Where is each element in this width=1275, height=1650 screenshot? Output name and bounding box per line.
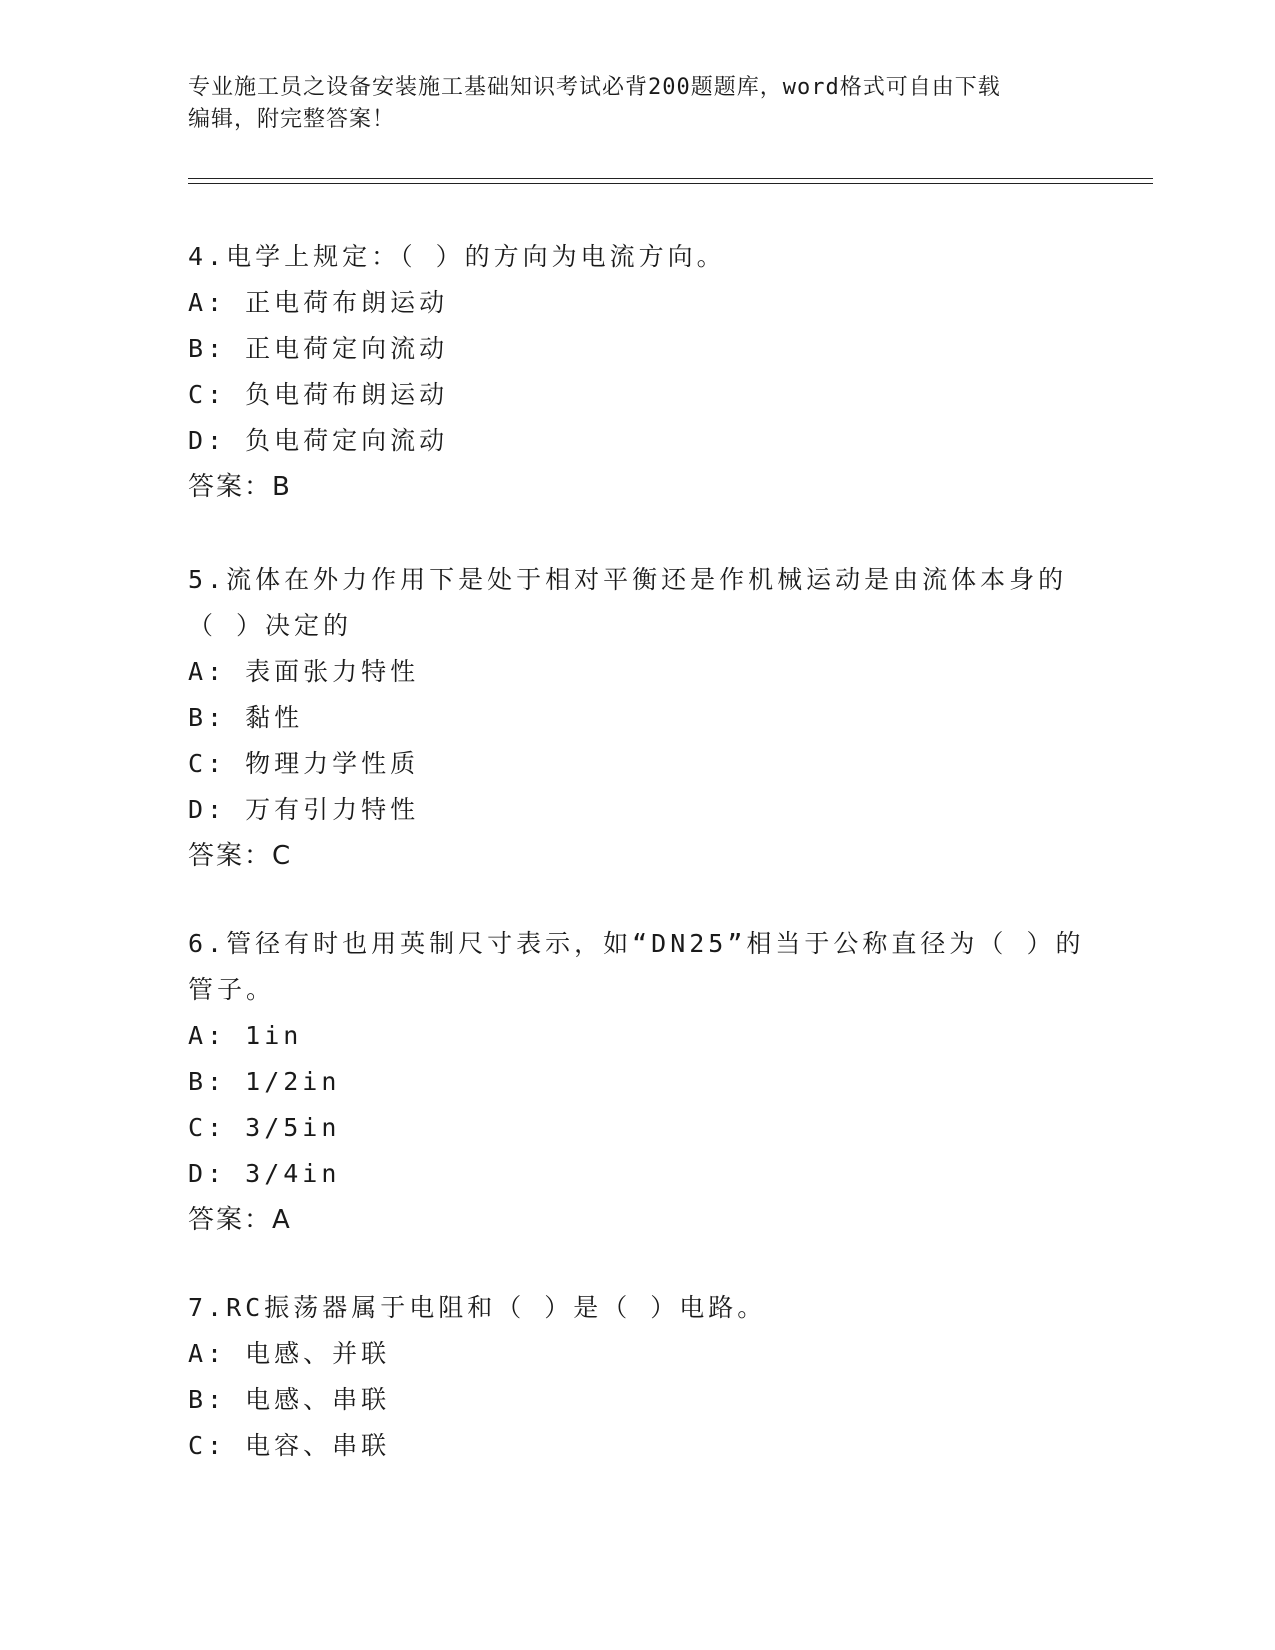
question-6 [188, 921, 1088, 1243]
option-b: B: 1/2in [188, 1067, 341, 1096]
header-line-2: 编辑，附完整答案！ [188, 107, 396, 132]
question-stem-continued: 管子。 [188, 975, 276, 1004]
answer-line: 答案：B [188, 472, 292, 502]
option-a: A: 电感、并联 [188, 1339, 391, 1368]
header-line-1: 专业施工员之设备安装施工基础知识考试必背200题题库，word格式可自由下载 [188, 75, 1001, 100]
question-stem: 7.RC振荡器属于电阻和（ ）是（ ）电路。 [188, 1293, 767, 1322]
header-divider-top [188, 178, 1153, 179]
question-stem: 6.管径有时也用英制尺寸表示，如“DN25”相当于公称直径为（ ）的 [188, 929, 1085, 958]
question-stem: 5.流体在外力作用下是处于相对平衡还是作机械运动是由流体本身的 [188, 565, 1068, 594]
option-d: D: 万有引力特性 [188, 795, 420, 824]
option-d: D: 负电荷定向流动 [188, 426, 449, 455]
option-c: C: 负电荷布朗运动 [188, 380, 449, 409]
answer-line: 答案：A [188, 1205, 292, 1235]
answer-line: 答案：C [188, 841, 293, 871]
document-header [188, 72, 1088, 136]
option-a: A: 正电荷布朗运动 [188, 288, 449, 317]
header-divider-bottom [188, 183, 1153, 184]
question-stem-continued: （ ）决定的 [188, 611, 353, 640]
option-c: C: 3/5in [188, 1113, 341, 1142]
option-c: C: 电容、串联 [188, 1431, 391, 1460]
option-a: A: 1in [188, 1021, 303, 1050]
option-d: D: 3/4in [188, 1159, 341, 1188]
question-7 [188, 1285, 1088, 1469]
option-c: C: 物理力学性质 [188, 749, 420, 778]
question-stem: 4.电学上规定：（ ）的方向为电流方向。 [188, 242, 726, 271]
option-b: B: 黏性 [188, 703, 304, 732]
question-5 [188, 557, 1088, 879]
option-a: A: 表面张力特性 [188, 657, 420, 686]
question-4 [188, 234, 1088, 510]
option-b: B: 电感、串联 [188, 1385, 391, 1414]
option-b: B: 正电荷定向流动 [188, 334, 449, 363]
